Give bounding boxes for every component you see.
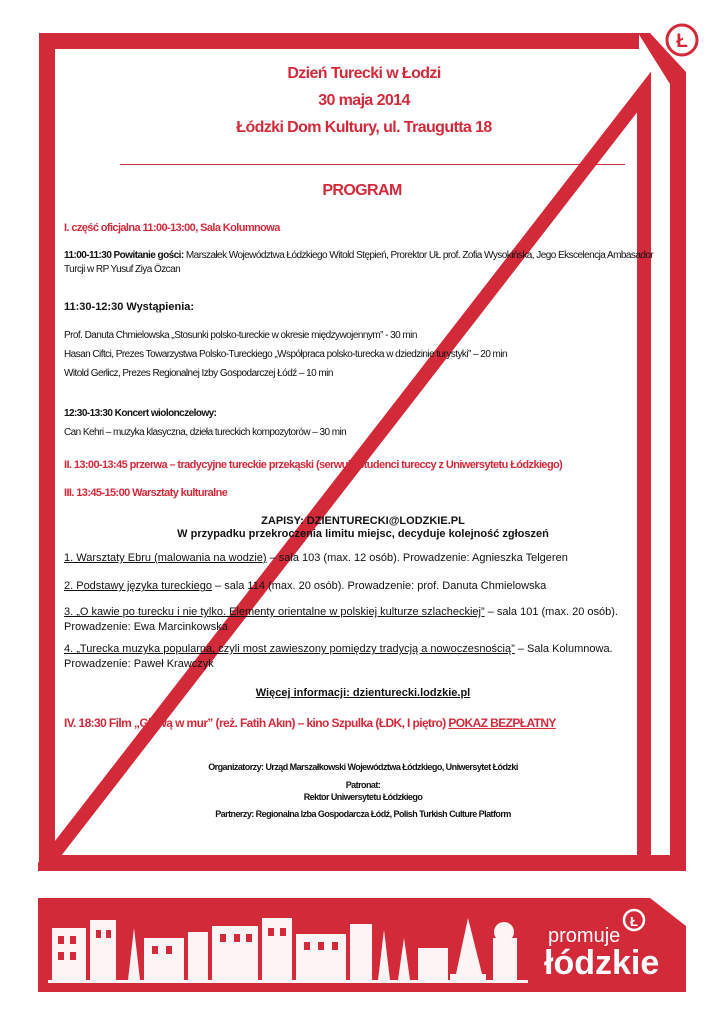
talks-heading: 11:30-12:30 Wystąpienia: (64, 301, 195, 313)
concert-heading: 12:30-13:30 Koncert wiolonczelowy: (64, 408, 217, 419)
film-text: IV. 18:30 Film „Głową w mur” (reż. Fatih Akın) – kino Szpulka (ŁDK, I piętro) (64, 716, 449, 730)
talk-item: Witold Gerlicz, Prezes Regionalnej Izby Gospodarczej Łódź – 10 min (64, 368, 333, 379)
section-2-heading: II. 13:00-13:45 przerwa – tradycyjne tureckie przekąski (serwują studenci tureccy z Uniwersytetu Łódzkiego) (64, 459, 563, 471)
signup-limit-note: W przypadku przekroczenia limitu miejsc, decyduje kolejność zgłoszeń (177, 528, 549, 540)
footer-logo-glyph: Ł (630, 914, 638, 929)
workshop-item (64, 551, 662, 566)
more-info-link[interactable]: Więcej informacji: dzienturecki.lodzkie.pl (255, 687, 471, 699)
section-4-heading (64, 716, 662, 730)
signup-email: ZAPISY: DZIENTURECKI@LODZKIE.PL (261, 515, 465, 527)
page-frame (38, 32, 686, 872)
skyline-illustration (38, 898, 686, 992)
footer-logo-line2: łódzkie (544, 944, 660, 982)
welcome-time: 11:00-11:30 Powitanie gości: (64, 250, 184, 261)
partners: Partnerzy: Regionalna Izba Gospodarcza Łódź, Polish Turkish Culture Platform (215, 809, 511, 819)
footer-banner (38, 898, 686, 992)
section-1-heading: I. część oficjalna 11:00-13:00, Sala Kolumnowa (64, 222, 280, 234)
welcome-paragraph (64, 249, 662, 277)
header-divider (120, 164, 625, 165)
workshop-title: 1. Warsztaty Ebru (malowania na wodzie) (64, 552, 267, 564)
talk-item: Hasan Ciftci, Prezes Towarzystwa Polsko-Tureckiego „Współpraca polsko-turecka w dziedzinie turystyki” – 20 min (64, 349, 508, 360)
program-heading: PROGRAM (322, 182, 402, 199)
workshop-details: – sala 103 (max. 12 osób). Prowadzenie: Agnieszka Telgeren (266, 552, 568, 564)
workshop-title: 2. Podstawy języka tureckiego (64, 580, 212, 592)
workshop-item (64, 605, 662, 635)
event-title: Dzień Turecki w Łodzi (287, 65, 441, 82)
patronage: Rektor Uniwersytetu Łódzkiego (303, 792, 423, 802)
workshop-details: – Sala Kolumnowa. Prowadzenie: Paweł Krawczyk (64, 643, 613, 670)
lodz-logo-icon (664, 22, 700, 58)
organizers: Organizatorzy: Urząd Marszałkowski Województwa Łódzkiego, Uniwersytet Łódzki (208, 762, 518, 772)
event-venue: Łódzki Dom Kultury, ul. Traugutta 18 (236, 119, 492, 136)
workshop-details: – sala 114 (max. 20 osób). Prowadzenie: prof. Danuta Chmielowska (211, 580, 547, 592)
welcome-text: Marszałek Województwa Łódzkiego Witold Stępień, Prorektor UŁ prof. Zofia Wysokińska, Jego Ekscelencja Ambasador Turcji w RP Yusuf Ziya Özcan (64, 250, 654, 275)
workshop-item (64, 642, 662, 672)
section-3-heading: III. 13:45-15:00 Warsztaty kulturalne (64, 487, 228, 499)
workshop-details: – sala 101 (max. 20 osób). Prowadzenie: Ewa Marcinkowska (64, 606, 618, 633)
workshop-title: 4. „Turecka muzyka popularna, czyli most zawieszony pomiędzy tradycją a nowoczesnością” (64, 643, 515, 655)
talk-item: Prof. Danuta Chmielowska „Stosunki polsko-tureckie w okresie międzywojennym” - 30 min (64, 330, 417, 341)
workshop-title: 3. „O kawie po turecku i nie tylko. Elementy orientalne w polskiej kulturze szlacheckiej” (64, 606, 485, 618)
footer-logo-line1: promuje (548, 925, 621, 947)
concert-text: Can Kehri – muzyka klasyczna, dzieła tureckich kompozytorów – 30 min (64, 427, 347, 438)
workshop-item (64, 579, 662, 594)
patronage-label: Patronat: (345, 780, 381, 790)
event-date: 30 maja 2014 (318, 92, 410, 109)
free-screening: POKAZ BEZPŁATNY (448, 716, 556, 730)
logo-glyph: Ł (676, 31, 688, 52)
